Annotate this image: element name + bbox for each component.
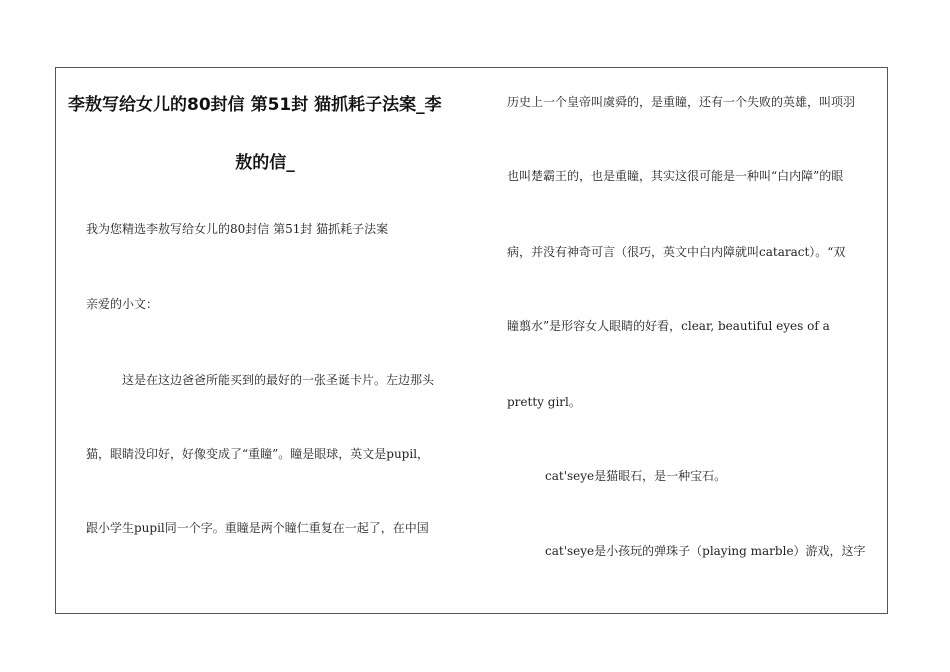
right-paragraph-line-5: pretty girl。: [507, 395, 581, 409]
right-paragraph-line-6: cat'seye是猫眼石，是一种宝石。: [545, 469, 727, 483]
left-paragraph-line-5: 跟小学生pupil同一个字。重瞳是两个瞳仁重复在一起了，在中国: [86, 521, 429, 535]
left-paragraph-line-3: 这是在这边爸爸所能买到的最好的一张圣诞卡片。左边那头: [122, 373, 435, 387]
left-paragraph-line-2: 亲爱的小文：: [86, 297, 159, 311]
right-paragraph-line-3: 病，并没有神奇可言（很巧，英文中白内障就叫cataract）。“双: [507, 245, 846, 259]
right-paragraph-line-7: cat'seye是小孩玩的弹珠子（playing marble）游戏，这字: [545, 544, 866, 558]
document-title-line-1: 李敖写给女儿的80封信 第51封 猫抓耗子法案_李: [68, 95, 442, 115]
right-paragraph-line-2: 也叫楚霸王的，也是重瞳，其实这很可能是一种叫“白内障”的眼: [507, 169, 844, 183]
left-paragraph-line-4: 猫，眼睛没印好，好像变成了“重瞳”。瞳是眼球，英文是pupil，: [86, 447, 430, 461]
document-title-line-2: 敖的信_: [235, 153, 295, 173]
right-paragraph-line-4: 瞳翦水”是形容女人眼睛的好看，clear, beautiful eyes of a: [507, 319, 830, 333]
left-paragraph-line-1: 我为您精选李敖写给女儿的80封信 第51封 猫抓耗子法案: [86, 222, 389, 236]
right-paragraph-line-1: 历史上一个皇帝叫虞舜的，是重瞳，还有一个失败的英雄，叫项羽: [507, 95, 856, 109]
